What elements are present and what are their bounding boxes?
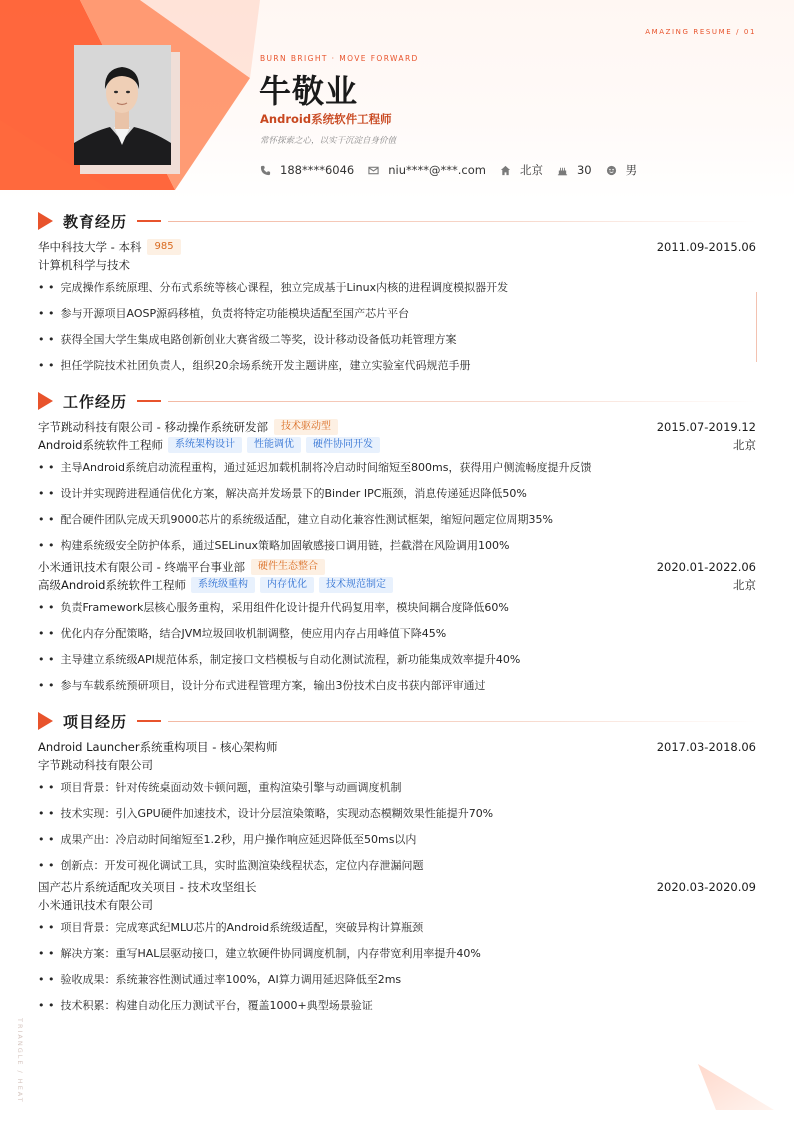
major: 计算机科学与技术 [38,258,130,272]
list-item: • • 项目背景：针对传统桌面动效卡顿问题，重构渲染引擎与动画调度机制 [38,780,402,794]
list-item: • • 技术积累：构建自动化压力测试平台，覆盖1000+典型场景验证 [38,998,373,1012]
mail-icon [368,165,379,176]
vertical-footer-text: TRIANGLE / HEAT [16,1018,24,1104]
list-item: • • 负责Framework层核心服务重构，采用组件化设计提升代码复用率，模块间耦合度降低60% [38,600,509,614]
project-entry [38,738,756,878]
avatar [74,45,171,165]
education-bullets [38,274,756,378]
contact-gender [606,162,638,178]
section-dash [137,720,161,722]
project-period: 2017.03-2018.06 [656,740,756,754]
list-item: • • 项目背景：完成寒武纪MLU芯片的Android系统级适配，突破异构计算瓶颈 [38,920,424,934]
job-company-row [38,558,756,576]
section-triangle-icon [38,392,53,410]
job-badge: 硬件生态整合 [251,559,325,575]
job-period: 2015.07-2019.12 [656,420,756,434]
contact-city [500,162,543,178]
skill-tag: 系统级重构 [191,577,255,593]
work-section [38,391,756,698]
city-value: 北京 [519,163,543,177]
gender-value: 男 [625,163,638,177]
education-section [38,211,756,378]
education-period: 2011.09-2015.06 [656,240,756,254]
section-divider [168,221,756,222]
cake-icon [557,165,568,176]
education-header [38,211,756,231]
contact-email [368,163,486,177]
job-title: Android系统软件工程师 [260,112,392,126]
list-item: • • 设计并实现跨进程通信优化方案，解决高并发场景下的Binder IPC瓶颈，消息传递延迟降低50% [38,486,527,500]
list-item: • • 获得全国大学生集成电路创新创业大赛省级二等奖，设计移动设备低功耗管理方案 [38,332,457,346]
list-item: • • 配合硬件团队完成天玑9000芯片的系统级适配，建立自动化兼容性测试框架，缩短问题定位周期35% [38,512,553,526]
contact-bar [260,162,651,178]
list-item: • • 主导Android系统启动流程重构，通过延迟加载机制将冷启动时间缩短至800ms，获得用户侧流畅度提升反馈 [38,460,592,474]
list-item: • • 验收成果：系统兼容性测试通过率100%，AI算力调用延迟降低至2ms [38,972,402,986]
phone-value: 188****6046 [280,163,355,177]
job-entry [38,418,756,558]
project-name: Android Launcher系统重构项目 - 核心架构师 [38,740,278,754]
age-value: 30 [576,163,592,177]
job-company-row [38,418,756,436]
job-company: 字节跳动科技有限公司 - 移动操作系统研发部 [38,420,268,434]
section-title: 工作经历 [63,392,128,411]
section-title: 项目经历 [63,712,128,731]
skill-tag: 硬件协同开发 [306,437,380,453]
list-item: • • 创新点：开发可视化调试工具，实时监测渲染线程状态，定位内存泄漏问题 [38,858,424,872]
job-city: 北京 [733,438,756,452]
job-period: 2020.01-2022.06 [656,560,756,574]
section-dash [137,220,161,222]
email-value: niu****@***.com [388,163,486,177]
project-company: 字节跳动科技有限公司 [38,758,153,772]
projects-header [38,711,756,731]
corner-triangle [696,1062,776,1112]
section-title: 教育经历 [63,212,128,231]
list-item: • • 优化内存分配策略，结合JVM垃圾回收机制调整，使应用内存占用峰值下降45% [38,626,447,640]
skill-tag: 性能调优 [247,437,301,453]
list-item: • • 担任学院技术社团负责人，组织20余场系统开发主题讲座，建立实验室代码规范手册 [38,358,471,372]
person-name: 牛敬业 [259,72,359,110]
projects-section [38,711,756,1018]
contact-phone [260,163,354,177]
skill-tag: 内存优化 [260,577,314,593]
job-city: 北京 [733,578,756,592]
section-triangle-icon [38,712,53,730]
list-item: • • 成果产出：冷启动时间缩短至1.2秒，用户操作响应延迟降低至50ms以内 [38,832,417,846]
section-triangle-icon [38,212,53,230]
work-header [38,391,756,411]
school-name: 华中科技大学 - 本科 [38,240,142,254]
job-position-row [38,436,756,454]
skill-tag: 系统架构设计 [168,437,242,453]
side-accent-line [756,292,757,362]
section-divider [168,721,756,722]
list-item: • • 完成操作系统原理、分布式系统等核心课程，独立完成基于Linux内核的进程调度模拟器开发 [38,280,509,294]
list-item: • • 技术实现：引入GPU硬件加速技术，设计分层渲染策略，实现动态模糊效果性能提升70% [38,806,494,820]
section-divider [168,401,756,402]
project-name-row [38,878,756,896]
list-item: • • 解决方案：重写HAL层驱动接口，建立软硬件协同调度机制，内存带宽利用率提升40% [38,946,481,960]
project-company-row [38,756,756,774]
job-position-row [38,576,756,594]
home-icon [500,165,511,176]
list-item: • • 构建系统级安全防护体系，通过SELinux策略加固敏感接口调用链，拦截潜在风险调用100% [38,538,510,552]
list-item: • • 参与开源项目AOSP源码移植，负责将特定功能模块适配至国产芯片平台 [38,306,410,320]
list-item: • • 参与车载系统预研项目，设计分布式进程管理方案，输出3份技术白皮书获内部评审通过 [38,678,486,692]
phone-icon [260,165,271,176]
project-company-row [38,896,756,914]
project-entry [38,878,756,1018]
contact-age [557,163,592,177]
job-position: 高级Android系统软件工程师 [38,578,186,592]
corner-tag: AMAZING RESUME / 01 [645,28,756,36]
school-badge: 985 [147,239,180,255]
skill-tag: 技术规范制定 [319,577,393,593]
education-major-row [38,256,756,274]
job-company: 小米通讯技术有限公司 - 终端平台事业部 [38,560,245,574]
person-icon [606,165,617,176]
project-name: 国产芯片系统适配攻关项目 - 技术攻坚组长 [38,880,257,894]
job-entry [38,558,756,698]
section-dash [137,400,161,402]
motto: 常怀探索之心，以实干沉淀自身价值 [260,136,397,146]
list-item: • • 主导建立系统级API规范体系，制定接口文档模板与自动化测试流程，新功能集成效率提升40% [38,652,521,666]
job-position: Android系统软件工程师 [38,438,163,452]
education-school-row [38,238,756,256]
project-period: 2020.03-2020.09 [656,880,756,894]
slogan: BURN BRIGHT · MOVE FORWARD [260,54,419,63]
project-company: 小米通讯技术有限公司 [38,898,153,912]
job-badge: 技术驱动型 [274,419,338,435]
project-name-row [38,738,756,756]
